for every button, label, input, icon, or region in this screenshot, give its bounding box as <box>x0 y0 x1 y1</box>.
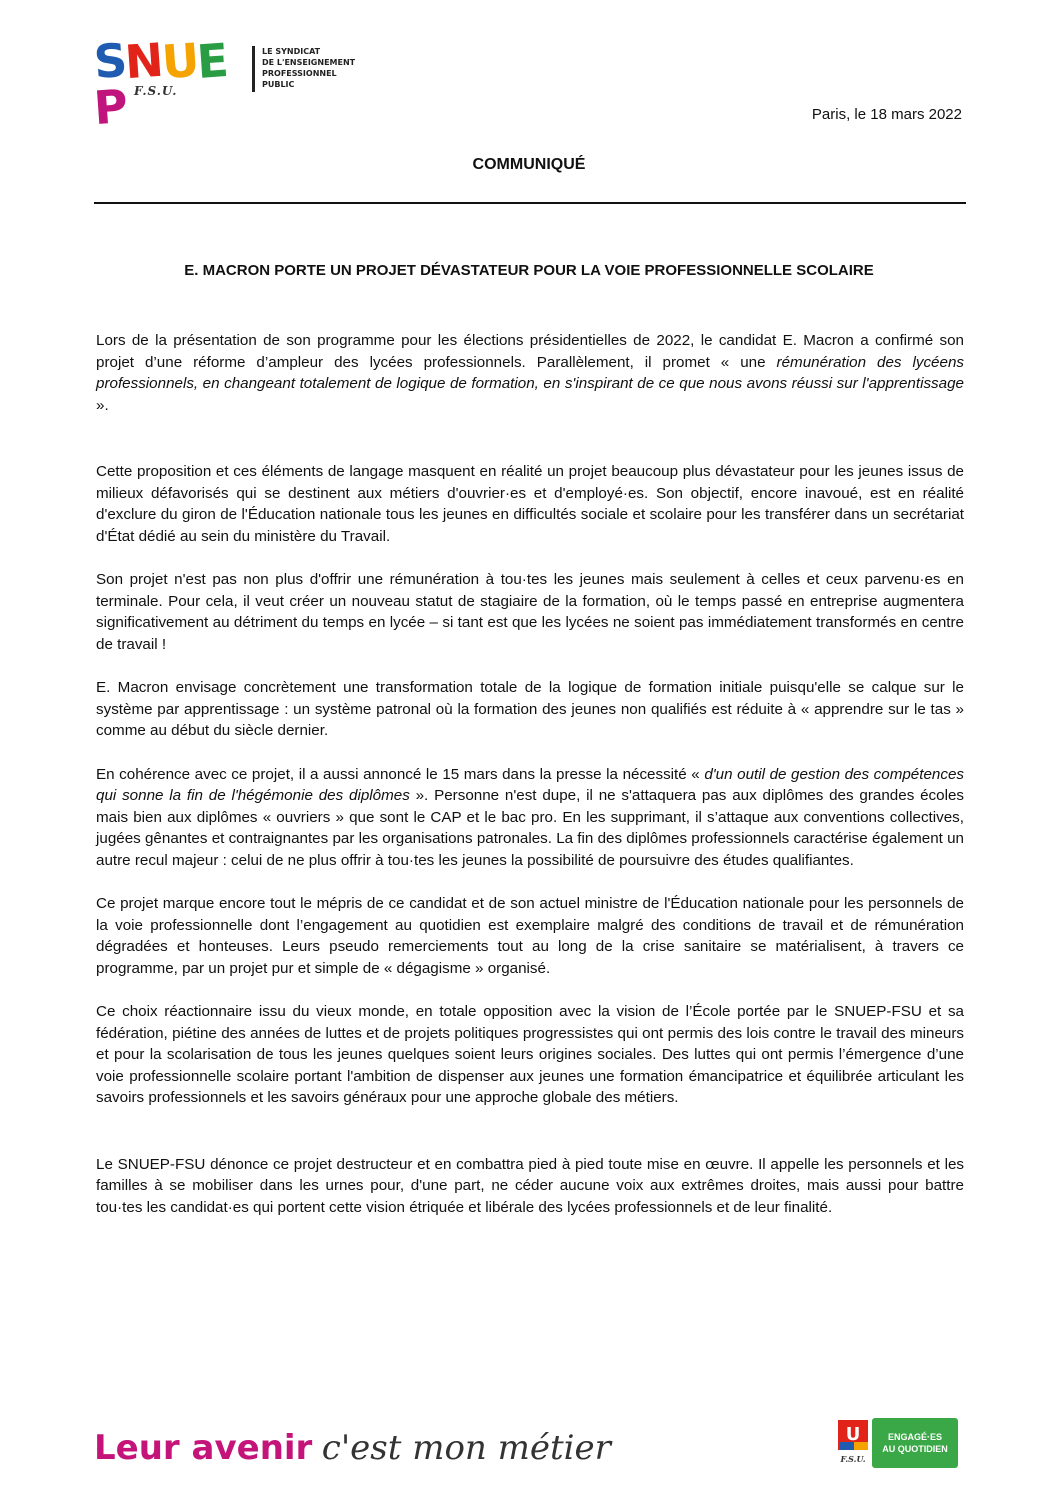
paragraph-text: En cohérence avec ce projet, il a aussi annoncé le 15 mars dans la presse la nécessité « <box>96 765 705 783</box>
logo-fsu: F.S.U. <box>134 84 178 98</box>
fsu-logo-icon <box>836 1418 870 1468</box>
paragraph <box>96 764 964 872</box>
paragraph: Ce choix réactionnaire issu du vieux monde, en totale opposition avec la vision de l’École portée par le SNUEP-FSU et sa fédération, piétine des années de luttes et de projets politiques progressistes qui ont permis des lois contre le travail des mineurs et pour la scolarisation de tous les jeunes quelques soient leurs origines sociales. Des luttes qui ont permis l’émergence d’une voie professionnelle scolaire portant l'ambition de dispenser aux jeunes une formation émancipatrice et équilibrée articulant les savoirs professionnels et les savoirs généraux pour une approche globale des métiers. <box>96 1003 964 1106</box>
press-release-body <box>96 330 964 1218</box>
logo-tagline <box>262 46 355 90</box>
footer-slogan <box>94 1428 611 1468</box>
quote-text: rémunération des lycéens professionnels, en changeant totalement de logique de formation, en s'inspirant de ce que nous avons réussi sur l'apprentissage <box>96 353 964 392</box>
engage-badge <box>872 1418 958 1468</box>
paragraph: Son projet n'est pas non plus d'offrir une rémunération à tou·tes les jeunes mais seulement à celles et ceux parvenu·es en terminale. Pour cela, il veut créer un nouveau statut de stagiaire de la formation, où le temps passé en entreprise augmentera significativement au détriment du temps en lycée – si tant est que les lycées ne soient pas immédiatement transformés en centre de travail ! <box>96 571 964 653</box>
fsu-logo-letter: U <box>845 1424 861 1445</box>
paragraph-text: Lors de la présentation de son programme pour les élections présidentielles de 2022, le candidat E. Macron a confirmé son projet d’une réforme d’ampleur des lycées professionnels. Parallèlement, il promet « une <box>96 332 964 371</box>
paragraph: E. Macron envisage concrètement une transformation totale de la logique de formation initiale puisqu'elle se calque sur le système par apprentissage : un système patronal où la formation des jeunes non qualifiés est réduite à « apprendre sur le tas » comme au début du siècle dernier. <box>96 679 964 739</box>
paragraph: Cette proposition et ces éléments de langage masquent en réalité un projet beaucoup plus dévastateur pour les jeunes issus de milieux défavorisés qui se destinent aux métiers d'ouvrier·es et d'employé·es. Son objectif, encore inavoué, est en réalité d'exclure du giron de l'Éducation nationale tous les jeunes en difficultés sociale et scolaire pour les transférer dans un secrétariat d'État dédié au sein du ministère du Travail. <box>96 463 964 545</box>
slogan-bold: Leur avenir <box>94 1428 313 1468</box>
tagline-line: DE L'ENSEIGNEMENT <box>262 58 356 67</box>
logo-letter: S <box>92 32 127 90</box>
press-release-headline: E. MACRON PORTE UN PROJET DÉVASTATEUR POUR LA VOIE PROFESSIONNELLE SCOLAIRE <box>184 262 874 279</box>
document-date: Paris, le 18 mars 2022 <box>811 106 962 123</box>
paragraph: Ce projet marque encore tout le mépris de ce candidat et de son actuel ministre de l'Éducation nationale pour les personnels de la voie professionnelle dont l’engagement au quotidien est exemplaire malgré des conditions de travail et de rémunération dégradées et honteuses. Leurs pseudo remerciements tout au long de la crise sanitaire se matérialisent, à travers ce programme, par un projet pur et simple de « dégagisme » organisé. <box>96 895 964 977</box>
document-type: COMMUNIQUÉ <box>472 156 586 173</box>
logo-divider <box>252 46 255 92</box>
tagline-line: LE SYNDICAT <box>262 47 321 56</box>
tagline-line: PUBLIC <box>262 80 295 89</box>
logo-letter: U <box>159 32 199 90</box>
engage-line: AU QUOTIDIEN <box>882 1444 948 1454</box>
paragraph-text: ». Personne n'est dupe, il ne s'attaquera pas aux diplômes des grandes écoles mais bien aux diplômes « ouvriers » que sont le CAP et le bac pro. En les supprimant, il s’attaque aux conventions collectives, jugées gênantes et contraignantes par les organisations patronales. La fin des diplômes professionnels caractérise également un autre recul majeur : celui de ne plus offrir à tou·tes les jeunes la possibilité de poursuivre des études qualifiantes. <box>96 787 964 869</box>
fsu-badge-text: F.S.U. <box>840 1454 866 1464</box>
logo-letter: P <box>92 78 128 136</box>
slogan-script: c'est mon métier <box>321 1428 611 1468</box>
tagline-line: PROFESSIONNEL <box>262 69 337 78</box>
paragraph: Le SNUEP-FSU dénonce ce projet destructeur et en combattra pied à pied toute mise en œuvre. Il appelle les personnels et les familles à se mobiliser dans les urnes pour, d'une part, ne céder aucune voix aux extrêmes droites, mais aussi pour battre tou·tes les candidat·es qui portent cette vision étriquée et libérale des lycées professionnels et de leur finalité. <box>96 1155 964 1216</box>
logo-letter: E <box>195 33 229 89</box>
quote-text: d'un outil de gestion des compétences qui sonne la fin de l'hégémonie des diplômes <box>96 765 964 804</box>
logo-letter: N <box>123 32 164 90</box>
paragraph <box>96 330 964 416</box>
header-rule <box>94 202 966 204</box>
paragraph-text: ». <box>96 396 109 414</box>
snuep-logo <box>92 32 244 136</box>
engage-line: ENGAGÉ·ES <box>887 1432 942 1442</box>
